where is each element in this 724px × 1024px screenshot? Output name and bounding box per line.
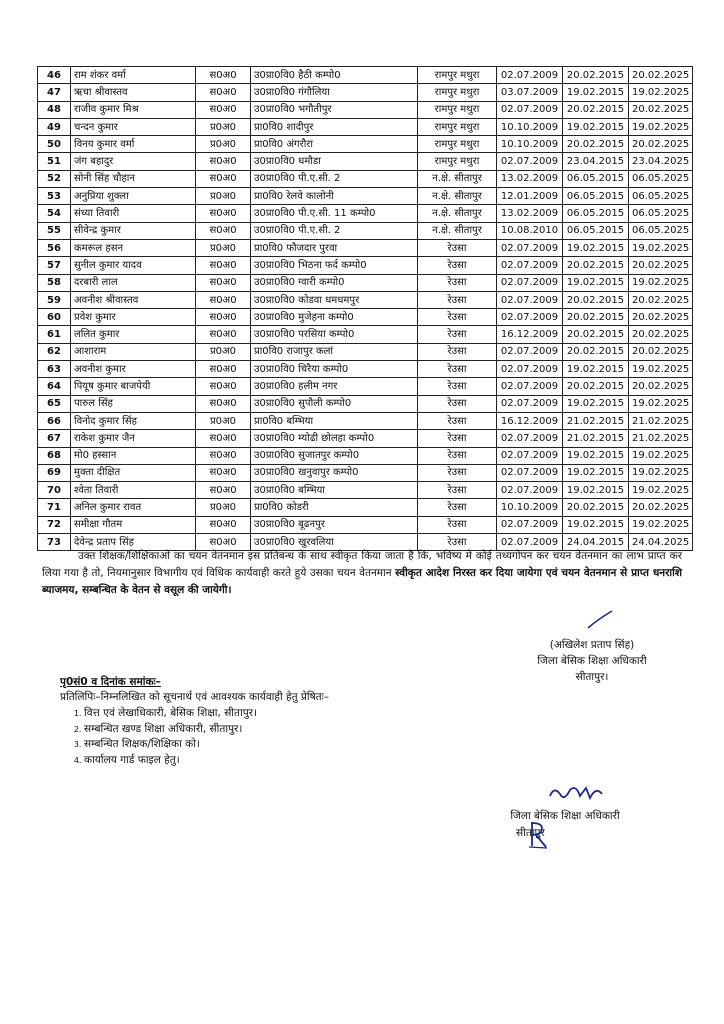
post: स0अ0 bbox=[196, 326, 251, 343]
school-name: उ0प्रा0वि0 खुरवलिया bbox=[251, 534, 418, 551]
post: स0अ0 bbox=[196, 205, 251, 222]
initials-stamp-icon bbox=[546, 782, 606, 808]
school-name: उ0प्रा0वि0 पी.ए.सी. 2 bbox=[251, 222, 418, 239]
block-name: रेउसा bbox=[418, 378, 497, 395]
serial-number: 47 bbox=[38, 84, 71, 101]
ten-year-date: 06.05.2015 bbox=[563, 188, 629, 205]
school-name: उ0प्रा0वि0 बम्भिया bbox=[251, 482, 418, 499]
block-name: रेउसा bbox=[418, 239, 497, 256]
teacher-name: राम शंकर वर्मा bbox=[71, 67, 196, 84]
table-row bbox=[38, 378, 693, 395]
teacher-name: श्वेता तिवारी bbox=[71, 482, 196, 499]
serial-number: 55 bbox=[38, 222, 71, 239]
teacher-name: ललित कुमार bbox=[71, 326, 196, 343]
block-name: रामपुर मथुरा bbox=[418, 118, 497, 135]
serial-number: 51 bbox=[38, 153, 71, 170]
reference-line: पृ0सं0 व दिनांक समांकः– bbox=[60, 676, 161, 688]
table-row bbox=[38, 412, 693, 429]
block-name: रेउसा bbox=[418, 464, 497, 481]
appointment-date: 02.07.2009 bbox=[497, 430, 563, 447]
appointment-date: 03.07.2009 bbox=[497, 84, 563, 101]
stamp-mark-icon bbox=[527, 820, 549, 850]
serial-number: 49 bbox=[38, 118, 71, 135]
table-row bbox=[38, 222, 693, 239]
table-row bbox=[38, 343, 693, 360]
teacher-name: विनय कुमार वर्मा bbox=[71, 136, 196, 153]
school-name: प्रा0वि0 बम्भिया bbox=[251, 412, 418, 429]
teacher-name: संध्या तिवारी bbox=[71, 205, 196, 222]
serial-number: 46 bbox=[38, 67, 71, 84]
serial-number: 69 bbox=[38, 464, 71, 481]
ten-year-date: 19.02.2015 bbox=[563, 84, 629, 101]
appointment-date: 13.02.2009 bbox=[497, 170, 563, 187]
post: स0अ0 bbox=[196, 361, 251, 378]
table-row bbox=[38, 101, 693, 118]
teacher-name: सोनी सिंह चौहान bbox=[71, 170, 196, 187]
block-name: रेउसा bbox=[418, 534, 497, 551]
teacher-name: चन्दन कुमार bbox=[71, 118, 196, 135]
serial-number: 63 bbox=[38, 361, 71, 378]
appointment-date: 10.10.2009 bbox=[497, 499, 563, 516]
selection-date: 20.02.2025 bbox=[629, 378, 693, 395]
serial-number: 59 bbox=[38, 291, 71, 308]
signatory-name: (अखिलेश प्रताप सिंह) bbox=[549, 639, 635, 651]
appointment-date: 02.07.2009 bbox=[497, 378, 563, 395]
serial-number: 67 bbox=[38, 430, 71, 447]
post: स0अ0 bbox=[196, 534, 251, 551]
school-name: उ0प्रा0वि0 गंगौलिया bbox=[251, 84, 418, 101]
post: प्र0अ0 bbox=[196, 136, 251, 153]
list-item: 2. सम्बन्धित खण्ड शिक्षा अधिकारी, सीतापुर। bbox=[84, 722, 257, 738]
signature-icon bbox=[585, 608, 615, 632]
ten-year-date: 19.02.2015 bbox=[563, 516, 629, 533]
signatory-place: सीतापुर। bbox=[575, 671, 609, 683]
teacher-name: ऋचा श्रीवास्तव bbox=[71, 84, 196, 101]
list-item: 3. सम्बन्धित शिक्षक/शिक्षिका को। bbox=[84, 737, 257, 753]
selection-date: 06.05.2025 bbox=[629, 170, 693, 187]
block-name: रामपुर मथुरा bbox=[418, 101, 497, 118]
ten-year-date: 19.02.2015 bbox=[563, 118, 629, 135]
school-name: प्रा0वि0 फौजदार पुरवा bbox=[251, 239, 418, 256]
copy-list bbox=[60, 706, 257, 768]
selection-date: 20.02.2025 bbox=[629, 101, 693, 118]
ten-year-date: 06.05.2015 bbox=[563, 222, 629, 239]
school-name: प्रा0वि0 रेलवे कालोनी bbox=[251, 188, 418, 205]
teacher-name: मुक्ता दीक्षित bbox=[71, 464, 196, 481]
serial-number: 48 bbox=[38, 101, 71, 118]
serial-number: 73 bbox=[38, 534, 71, 551]
selection-date: 19.02.2025 bbox=[629, 447, 693, 464]
appointment-date: 02.07.2009 bbox=[497, 516, 563, 533]
teacher-name: सीवेन्द्र कुमार bbox=[71, 222, 196, 239]
appointment-date: 10.08.2010 bbox=[497, 222, 563, 239]
teacher-name: मो0 हस्सान bbox=[71, 447, 196, 464]
table-row bbox=[38, 188, 693, 205]
table-row bbox=[38, 482, 693, 499]
list-item: 1. वित्त एवं लेखाधिकारी, बेसिक शिक्षा, सीतापुर। bbox=[84, 706, 257, 722]
appointment-date: 02.07.2009 bbox=[497, 291, 563, 308]
school-name: उ0प्रा0वि0 पी.ए.सी. 2 bbox=[251, 170, 418, 187]
school-name: उ0प्रा0वि0 परसिया कम्पो0 bbox=[251, 326, 418, 343]
post: स0अ0 bbox=[196, 153, 251, 170]
selection-date: 19.02.2025 bbox=[629, 118, 693, 135]
teacher-name: कमरूल हसन bbox=[71, 239, 196, 256]
appointment-date: 02.07.2009 bbox=[497, 343, 563, 360]
serial-number: 61 bbox=[38, 326, 71, 343]
ten-year-date: 19.02.2015 bbox=[563, 395, 629, 412]
table-row bbox=[38, 516, 693, 533]
school-name: उ0प्रा0वि0 ग्वारी कम्पो0 bbox=[251, 274, 418, 291]
post: स0अ0 bbox=[196, 257, 251, 274]
school-name: उ0प्रा0वि0 भिठना फर्द कम्पो0 bbox=[251, 257, 418, 274]
selection-date: 20.02.2025 bbox=[629, 309, 693, 326]
selection-date: 19.02.2025 bbox=[629, 464, 693, 481]
appointment-date: 02.07.2009 bbox=[497, 67, 563, 84]
teacher-name: सुनील कुमार यादव bbox=[71, 257, 196, 274]
block-name: रेउसा bbox=[418, 482, 497, 499]
selection-date: 24.04.2025 bbox=[629, 534, 693, 551]
serial-number: 57 bbox=[38, 257, 71, 274]
post: प्र0अ0 bbox=[196, 239, 251, 256]
post: प्र0अ0 bbox=[196, 188, 251, 205]
table-row bbox=[38, 395, 693, 412]
ten-year-date: 23.04.2015 bbox=[563, 153, 629, 170]
selection-date: 19.02.2025 bbox=[629, 84, 693, 101]
block-name: रेउसा bbox=[418, 309, 497, 326]
serial-number: 53 bbox=[38, 188, 71, 205]
selection-date: 21.02.2025 bbox=[629, 430, 693, 447]
table-row bbox=[38, 291, 693, 308]
table-row bbox=[38, 67, 693, 84]
footer-place: सीतापुर bbox=[516, 827, 545, 839]
copy-intro: प्रतिलिपिः–निम्नलिखित को सूचनार्थ एवं आवश्यक कार्यवाही हेतु प्रेषितः– bbox=[60, 691, 330, 703]
table-row bbox=[38, 136, 693, 153]
footer-signature bbox=[480, 808, 650, 842]
school-name: उ0प्रा0वि0 बूढनपुर bbox=[251, 516, 418, 533]
block-name: रेउसा bbox=[418, 361, 497, 378]
selection-date: 19.02.2025 bbox=[629, 482, 693, 499]
table-row bbox=[38, 309, 693, 326]
block-name: रेउसा bbox=[418, 447, 497, 464]
appointment-date: 02.07.2009 bbox=[497, 274, 563, 291]
serial-number: 70 bbox=[38, 482, 71, 499]
signature-block bbox=[512, 637, 672, 685]
appointment-date: 02.07.2009 bbox=[497, 464, 563, 481]
serial-number: 50 bbox=[38, 136, 71, 153]
teacher-name: पारुल सिंह bbox=[71, 395, 196, 412]
appointment-date: 02.07.2009 bbox=[497, 482, 563, 499]
ten-year-date: 20.02.2015 bbox=[563, 136, 629, 153]
table-row bbox=[38, 361, 693, 378]
ten-year-date: 20.02.2015 bbox=[563, 378, 629, 395]
teacher-name: पियूष कुमार बाजपेयी bbox=[71, 378, 196, 395]
ten-year-date: 19.02.2015 bbox=[563, 361, 629, 378]
selection-date: 19.02.2025 bbox=[629, 239, 693, 256]
footer-designation: जिला बेसिक शिक्षा अधिकारी bbox=[510, 810, 620, 822]
school-name: प्रा0वि0 कोडरी bbox=[251, 499, 418, 516]
teacher-name: राजीव कुमार मिश्र bbox=[71, 101, 196, 118]
block-name: न.क्षे. सीतापुर bbox=[418, 222, 497, 239]
appointment-date: 02.07.2009 bbox=[497, 395, 563, 412]
table-row bbox=[38, 84, 693, 101]
block-name: रामपुर मथुरा bbox=[418, 136, 497, 153]
block-name: रेउसा bbox=[418, 291, 497, 308]
post: स0अ0 bbox=[196, 516, 251, 533]
ten-year-date: 19.02.2015 bbox=[563, 447, 629, 464]
serial-number: 56 bbox=[38, 239, 71, 256]
ten-year-date: 20.02.2015 bbox=[563, 309, 629, 326]
serial-number: 54 bbox=[38, 205, 71, 222]
post: स0अ0 bbox=[196, 291, 251, 308]
ten-year-date: 20.02.2015 bbox=[563, 326, 629, 343]
school-name: प्रा0वि0 अंगरौरा bbox=[251, 136, 418, 153]
post: स0अ0 bbox=[196, 84, 251, 101]
school-name: उ0प्रा0वि0 पी.ए.सी. 11 कम्पो0 bbox=[251, 205, 418, 222]
selection-date: 23.04.2025 bbox=[629, 153, 693, 170]
block-name: रेउसा bbox=[418, 257, 497, 274]
list-item: 4. कार्यालय गार्ड फाइल हेतु। bbox=[84, 753, 257, 769]
selection-date: 06.05.2025 bbox=[629, 222, 693, 239]
serial-number: 52 bbox=[38, 170, 71, 187]
selection-date: 19.02.2025 bbox=[629, 274, 693, 291]
teacher-name: अनिल कुमार रावत bbox=[71, 499, 196, 516]
post: स0अ0 bbox=[196, 222, 251, 239]
post: स0अ0 bbox=[196, 378, 251, 395]
selection-date: 19.02.2025 bbox=[629, 516, 693, 533]
table-row bbox=[38, 153, 693, 170]
ten-year-date: 19.02.2015 bbox=[563, 239, 629, 256]
teacher-name: प्रवेश कुमार bbox=[71, 309, 196, 326]
table-body bbox=[38, 67, 693, 551]
block-name: न.क्षे. सीतापुर bbox=[418, 205, 497, 222]
serial-number: 71 bbox=[38, 499, 71, 516]
school-name: उ0प्रा0वि0 कोडवा धमधमपुर bbox=[251, 291, 418, 308]
table-row bbox=[38, 118, 693, 135]
post: स0अ0 bbox=[196, 67, 251, 84]
condition-text-bold: स्वीकृत आदेश निरस्त कर दिया जायेगा एवं चयन वेतनमान से प्राप्त धनराशि ब्याजमय, सम्बन्धित के वेतन से वसूल की जायेगी। bbox=[42, 567, 682, 596]
selection-date: 06.05.2025 bbox=[629, 188, 693, 205]
teacher-name: विनोद कुमार सिंह bbox=[71, 412, 196, 429]
table-row bbox=[38, 257, 693, 274]
ten-year-date: 19.02.2015 bbox=[563, 482, 629, 499]
ten-year-date: 20.02.2015 bbox=[563, 257, 629, 274]
post: स0अ0 bbox=[196, 395, 251, 412]
school-name: उ0प्रा0वि0 हलीम नगर bbox=[251, 378, 418, 395]
serial-number: 66 bbox=[38, 412, 71, 429]
ten-year-date: 24.04.2015 bbox=[563, 534, 629, 551]
ten-year-date: 20.02.2015 bbox=[563, 343, 629, 360]
table-row bbox=[38, 274, 693, 291]
teacher-name: अवनीश श्रीवास्तव bbox=[71, 291, 196, 308]
appointment-date: 02.07.2009 bbox=[497, 361, 563, 378]
school-name: उ0प्रा0वि0 खनुवापुर कम्पो0 bbox=[251, 464, 418, 481]
block-name: रामपुर मथुरा bbox=[418, 84, 497, 101]
block-name: रेउसा bbox=[418, 516, 497, 533]
appointment-date: 12.01.2009 bbox=[497, 188, 563, 205]
appointment-date: 02.07.2009 bbox=[497, 101, 563, 118]
ten-year-date: 19.02.2015 bbox=[563, 274, 629, 291]
appointment-date: 02.07.2009 bbox=[497, 534, 563, 551]
ten-year-date: 21.02.2015 bbox=[563, 412, 629, 429]
post: प्र0अ0 bbox=[196, 499, 251, 516]
school-name: उ0प्रा0वि0 सुजातपुर कम्पो0 bbox=[251, 447, 418, 464]
block-name: रेउसा bbox=[418, 395, 497, 412]
post: स0अ0 bbox=[196, 430, 251, 447]
teacher-name: आशाराम bbox=[71, 343, 196, 360]
post: प्र0अ0 bbox=[196, 343, 251, 360]
appointment-date: 16.12.2009 bbox=[497, 412, 563, 429]
block-name: रेउसा bbox=[418, 326, 497, 343]
selection-date: 20.02.2025 bbox=[629, 67, 693, 84]
post: स0अ0 bbox=[196, 101, 251, 118]
block-name: रेउसा bbox=[418, 412, 497, 429]
appointment-date: 10.10.2009 bbox=[497, 118, 563, 135]
table-row bbox=[38, 205, 693, 222]
teacher-name: अवनीश कुमार bbox=[71, 361, 196, 378]
block-name: रेउसा bbox=[418, 274, 497, 291]
selection-date: 19.02.2025 bbox=[629, 395, 693, 412]
post: स0अ0 bbox=[196, 482, 251, 499]
school-name: उ0प्रा0वि0 म्योढी छोलहा कम्पो0 bbox=[251, 430, 418, 447]
serial-number: 64 bbox=[38, 378, 71, 395]
block-name: न.क्षे. सीतापुर bbox=[418, 188, 497, 205]
table-row bbox=[38, 447, 693, 464]
selection-date: 20.02.2025 bbox=[629, 136, 693, 153]
ten-year-date: 21.02.2015 bbox=[563, 430, 629, 447]
ten-year-date: 06.05.2015 bbox=[563, 205, 629, 222]
block-name: रेउसा bbox=[418, 499, 497, 516]
serial-number: 65 bbox=[38, 395, 71, 412]
post: स0अ0 bbox=[196, 309, 251, 326]
ten-year-date: 19.02.2015 bbox=[563, 464, 629, 481]
block-name: न.क्षे. सीतापुर bbox=[418, 170, 497, 187]
condition-text: उक्त शिक्षक/शिक्षिकाओं का चयन वेतनमान इस प्रतिबन्ध के साथ स्वीकृत किया जाता है कि, भविष्य में कोई तथ्यगोपन कर चयन वेतनमान का लाभ प्राप्त कर लिया गया है तो, नियमानुसार विभागीय एवं विधिक कार्यवाही करते हुये उसका चयन वेतनमान bbox=[42, 550, 682, 579]
appointment-date: 13.02.2009 bbox=[497, 205, 563, 222]
serial-number: 68 bbox=[38, 447, 71, 464]
selection-date: 20.02.2025 bbox=[629, 291, 693, 308]
school-name: उ0प्रा0वि0 सुपौली कम्पो0 bbox=[251, 395, 418, 412]
ten-year-date: 20.02.2015 bbox=[563, 499, 629, 516]
post: स0अ0 bbox=[196, 170, 251, 187]
condition-paragraph bbox=[42, 548, 682, 599]
table-row bbox=[38, 499, 693, 516]
school-name: प्रा0वि0 राजापुर कलां bbox=[251, 343, 418, 360]
block-name: रामपुर मथुरा bbox=[418, 67, 497, 84]
selection-date: 20.02.2025 bbox=[629, 499, 693, 516]
table-row bbox=[38, 239, 693, 256]
appointment-date: 02.07.2009 bbox=[497, 447, 563, 464]
selection-date: 20.02.2025 bbox=[629, 343, 693, 360]
school-name: प्रा0वि0 शादीपुर bbox=[251, 118, 418, 135]
serial-number: 58 bbox=[38, 274, 71, 291]
teacher-name: राकेश कुमार जैन bbox=[71, 430, 196, 447]
serial-number: 60 bbox=[38, 309, 71, 326]
block-name: रेउसा bbox=[418, 343, 497, 360]
selection-date: 20.02.2025 bbox=[629, 326, 693, 343]
selection-date: 19.02.2025 bbox=[629, 361, 693, 378]
block-name: रामपुर मथुरा bbox=[418, 153, 497, 170]
appointment-date: 10.10.2009 bbox=[497, 136, 563, 153]
teacher-name: समीक्षा गौतम bbox=[71, 516, 196, 533]
ten-year-date: 06.05.2015 bbox=[563, 170, 629, 187]
ten-year-date: 20.02.2015 bbox=[563, 101, 629, 118]
post: स0अ0 bbox=[196, 464, 251, 481]
serial-number: 72 bbox=[38, 516, 71, 533]
school-name: उ0प्रा0वि0 चिरैया कम्पो0 bbox=[251, 361, 418, 378]
appointment-date: 02.07.2009 bbox=[497, 309, 563, 326]
selection-date: 06.05.2025 bbox=[629, 205, 693, 222]
school-name: उ0प्रा0वि0 मुजेहना कम्पो0 bbox=[251, 309, 418, 326]
appointment-date: 02.07.2009 bbox=[497, 257, 563, 274]
teacher-name: देवेन्द्र प्रताप सिंह bbox=[71, 534, 196, 551]
block-name: रेउसा bbox=[418, 430, 497, 447]
post: स0अ0 bbox=[196, 274, 251, 291]
school-name: उ0प्रा0वि0 भगौतीपुर bbox=[251, 101, 418, 118]
school-name: उ0प्रा0वि0 हैठी कम्पो0 bbox=[251, 67, 418, 84]
selection-pay-scale-table bbox=[37, 66, 693, 551]
post: प्र0अ0 bbox=[196, 118, 251, 135]
teacher-name: अनुप्रिया शुक्ला bbox=[71, 188, 196, 205]
selection-date: 20.02.2025 bbox=[629, 257, 693, 274]
selection-date: 21.02.2025 bbox=[629, 412, 693, 429]
teacher-name: दरबारी लाल bbox=[71, 274, 196, 291]
appointment-date: 16.12.2009 bbox=[497, 326, 563, 343]
ten-year-date: 20.02.2015 bbox=[563, 291, 629, 308]
table-row bbox=[38, 464, 693, 481]
table-row bbox=[38, 170, 693, 187]
serial-number: 62 bbox=[38, 343, 71, 360]
table-row bbox=[38, 430, 693, 447]
signatory-designation: जिला बेसिक शिक्षा अधिकारी bbox=[537, 655, 647, 667]
appointment-date: 02.07.2009 bbox=[497, 239, 563, 256]
appointment-date: 02.07.2009 bbox=[497, 153, 563, 170]
teacher-name: जंग बहादुर bbox=[71, 153, 196, 170]
ten-year-date: 20.02.2015 bbox=[563, 67, 629, 84]
post: प्र0अ0 bbox=[196, 412, 251, 429]
table-row bbox=[38, 326, 693, 343]
school-name: उ0प्रा0वि0 धमौडा bbox=[251, 153, 418, 170]
post: स0अ0 bbox=[196, 447, 251, 464]
